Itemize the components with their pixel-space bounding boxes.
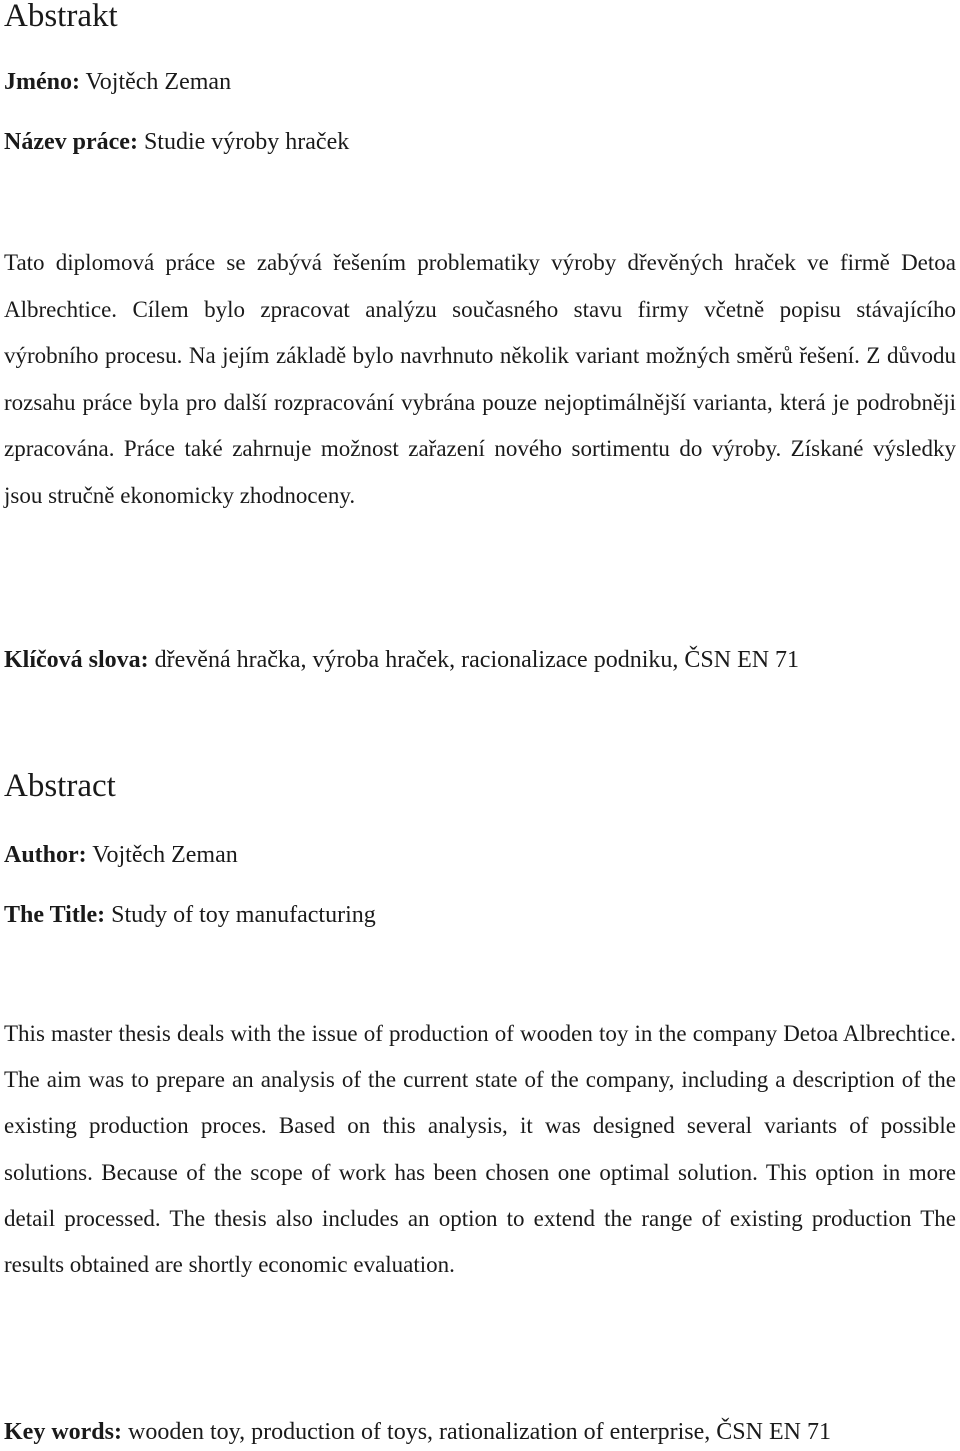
abstract-author-value: Vojtěch Zeman — [86, 842, 238, 868]
abstrakt-keywords-label: Klíčová slova: — [4, 647, 149, 673]
abstract-keywords — [4, 1420, 831, 1444]
abstrakt-author-label: Jméno: — [4, 69, 80, 95]
abstract-author — [4, 843, 238, 867]
abstrakt-keywords — [4, 648, 799, 672]
abstrakt-body: Tato diplomová práce se zabývá řešením problematiky výroby dřevěných hraček ve firmě Detoa Albrechtice. Cílem bylo zpracovat analýzu současného stavu firmy včetně popisu stávajícího výrobního procesu. Na jejím základě bylo navrhnuto několik variant možných směrů řešení. Z důvodu rozsahu práce byla pro další rozpracování vybrána pouze nejoptimálnější varianta, která je podrobněji zpracována. Práce také zahrnuje možnost zařazení nového sortimentu do výroby. Získané výsledky jsou stručně ekonomicky zhodnoceny. — [4, 250, 956, 508]
abstract-body: This master thesis deals with the issue of production of wooden toy in the company Detoa Albrechtice. The aim was to prepare an analysis of the current state of the company, including a description of the existing production proces. Based on this analysis, it was designed several variants of possible solutions. Because of the scope of work has been chosen one optimal solution. This option in more detail processed. The thesis also includes an option to extend the range of existing production The results obtained are shortly economic evaluation. — [4, 1021, 956, 1278]
abstrakt-title-label: Název práce: — [4, 129, 138, 155]
abstrakt-author-value: Vojtěch Zeman — [79, 69, 232, 95]
abstrakt-author — [4, 70, 231, 94]
abstract-keywords-value: wooden toy, production of toys, rationalization of enterprise, ČSN EN 71 — [121, 1419, 831, 1445]
abstrakt-keywords-value: dřevěná hračka, výroba hraček, racionalizace podniku, ČSN EN 71 — [148, 647, 800, 673]
abstract-title-value: Study of toy manufacturing — [105, 902, 376, 928]
abstract-title — [4, 903, 376, 927]
abstract-keywords-label: Key words: — [4, 1419, 122, 1445]
abstract-author-label: Author: — [4, 842, 87, 868]
abstract-title-label: The Title: — [4, 902, 106, 928]
abstrakt-title — [4, 130, 349, 154]
abstract-heading: Abstract — [4, 768, 116, 804]
abstrakt-heading: Abstrakt — [4, 0, 118, 34]
abstrakt-title-value: Studie výroby hraček — [137, 129, 350, 155]
